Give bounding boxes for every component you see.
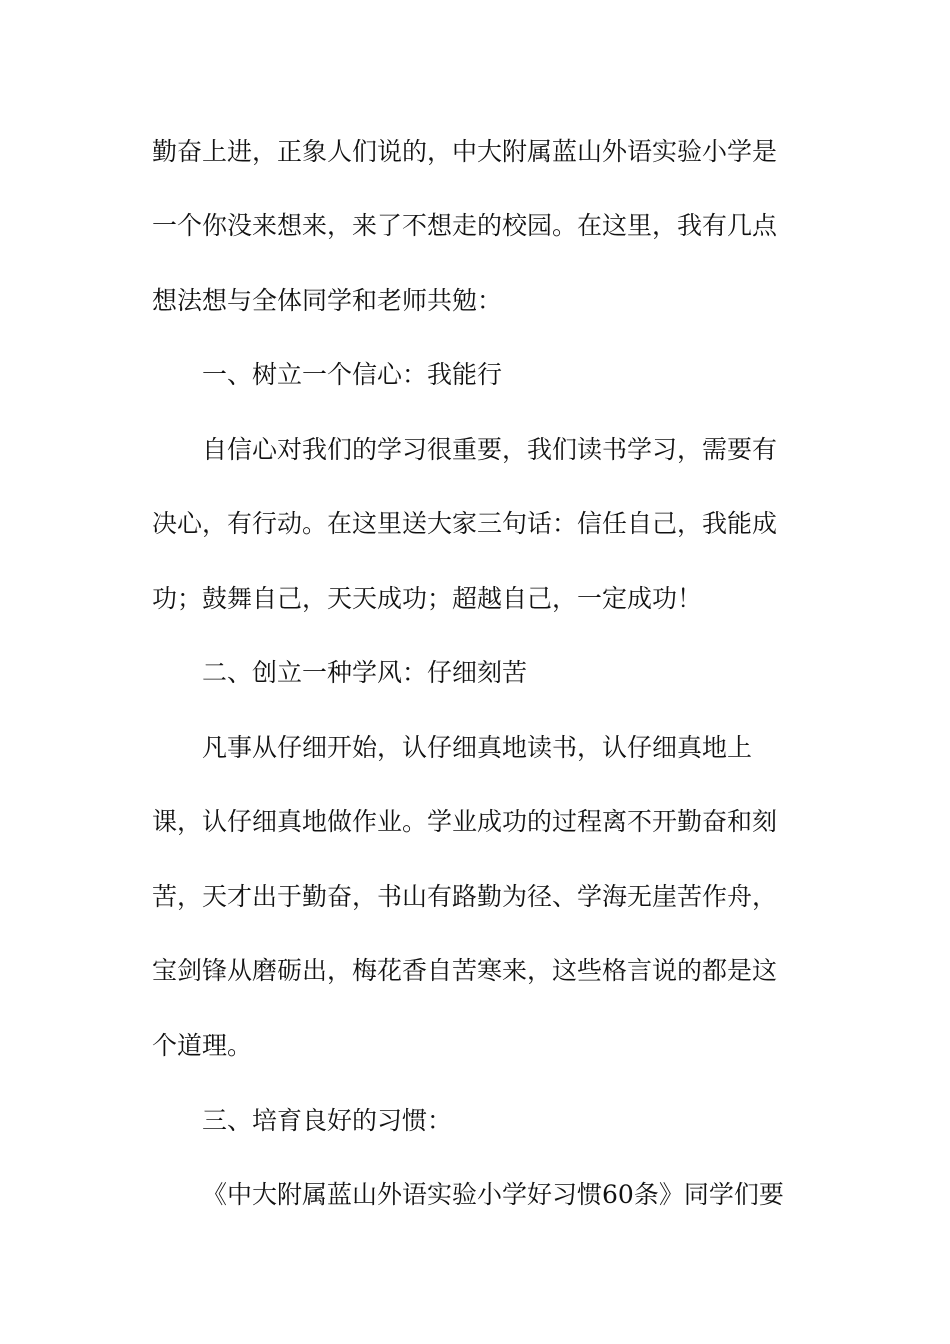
text-line-3: 想法想与全体同学和老师共勉： xyxy=(152,286,503,315)
text-line-2: 一个你没来想来，来了不想走的校园。在这里，我有几点 xyxy=(152,211,778,240)
section-heading-1: 一、树立一个信心：我能行 xyxy=(202,360,503,389)
text-line-1: 勤奋上进，正象人们说的，中大附属蓝山外语实验小学是 xyxy=(152,137,778,166)
text-line-15: 《中大附属蓝山外语实验小学好习惯60条》同学们要 xyxy=(202,1180,784,1209)
section-heading-3: 三、培育良好的习惯： xyxy=(202,1106,453,1135)
text-line-6: 决心，有行动。在这里送大家三句话：信任自己，我能成 xyxy=(152,509,778,538)
text-line-10: 课，认仔细真地做作业。学业成功的过程离不开勤奋和刻 xyxy=(152,807,778,836)
text-line-9: 凡事从仔细开始，认仔细真地读书，认仔细真地上 xyxy=(202,733,753,762)
text-line-11: 苦，天才出于勤奋，书山有路勤为径、学海无崖苦作舟， xyxy=(152,882,778,911)
text-line-7: 功；鼓舞自己，天天成功；超越自己，一定成功！ xyxy=(152,584,703,613)
text-line-12: 宝剑锋从磨砺出，梅花香自苦寒来，这些格言说的都是这 xyxy=(152,956,778,985)
text-line-13: 个道理。 xyxy=(152,1031,253,1060)
section-heading-2: 二、创立一种学风：仔细刻苦 xyxy=(202,658,528,687)
text-line-5: 自信心对我们的学习很重要，我们读书学习，需要有 xyxy=(202,435,778,464)
